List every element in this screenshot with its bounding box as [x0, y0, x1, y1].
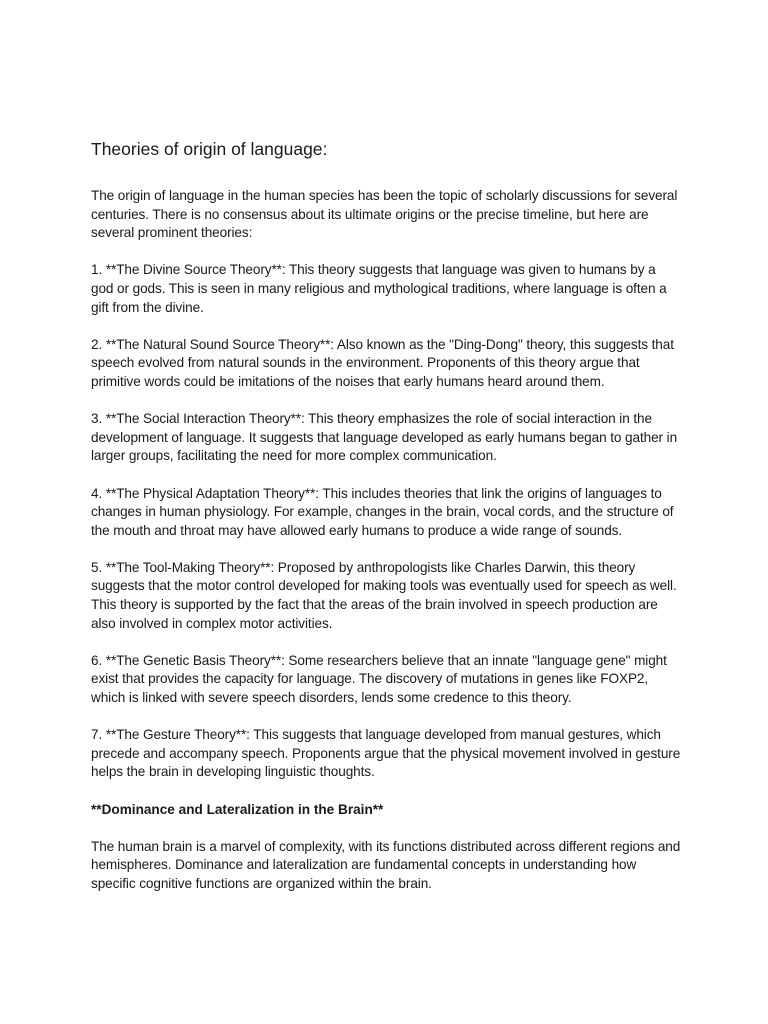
theory-item-5: 5. **The Tool-Making Theory**: Proposed by anthropologists like Charles Darwin, this theory suggests that the motor control developed for making tools was eventually used for speech as well. This theory is supported by the fact that the areas of the brain involved in speech production are also involved in complex motor activities.	[91, 559, 677, 631]
theory-item-3: 3. **The Social Interaction Theory**: This theory emphasizes the role of social interaction in the development of language. It suggests that language developed as early humans began to gather in larger groups, facilitating the need for more complex communication.	[91, 411, 678, 464]
section-paragraph: The human brain is a marvel of complexity, with its functions distributed across different regions and hemispheres. Dominance and lateralization are fundamental concepts in understanding how specific cognitive functions are organized within the brain.	[91, 838, 681, 891]
theory-item-2: 2. **The Natural Sound Source Theory**: Also known as the "Ding-Dong" theory, this suggests that speech evolved from natural sounds in the environment. Proponents of this theory argue that primitive words could be imitations of the noises that early humans heard around them.	[91, 336, 674, 389]
document-body	[91, 187, 681, 912]
section-heading: **Dominance and Lateralization in the Brain**	[91, 801, 384, 817]
theory-item-7: 7. **The Gesture Theory**: This suggests that language developed from manual gestures, which precede and accompany speech. Proponents argue that the physical movement involved in gesture helps the brain in developing linguistic thoughts.	[91, 727, 681, 780]
page-title: Theories of origin of language:	[91, 139, 328, 159]
theory-item-6: 6. **The Genetic Basis Theory**: Some researchers believe that an innate "language gene" might exist that provides the capacity for language. The discovery of mutations in genes like FOXP2, which is linked with severe speech disorders, lends some credence to this theory.	[91, 652, 667, 706]
intro-paragraph: The origin of language in the human species has been the topic of scholarly discussions for several centuries. There is no consensus about its ultimate origins or the precise timeline, but here are several prominent theories:	[91, 188, 678, 241]
theory-item-4: 4. **The Physical Adaptation Theory**: This includes theories that link the origins of languages to changes in human physiology. For example, changes in the brain, vocal cords, and the structure of the mouth and throat may have allowed early humans to produce a wide range of sounds.	[91, 485, 674, 538]
theory-item-1: 1. **The Divine Source Theory**: This theory suggests that language was given to humans by a god or gods. This is seen in many religious and mythological traditions, where language is often a gift from the divine.	[91, 262, 667, 315]
